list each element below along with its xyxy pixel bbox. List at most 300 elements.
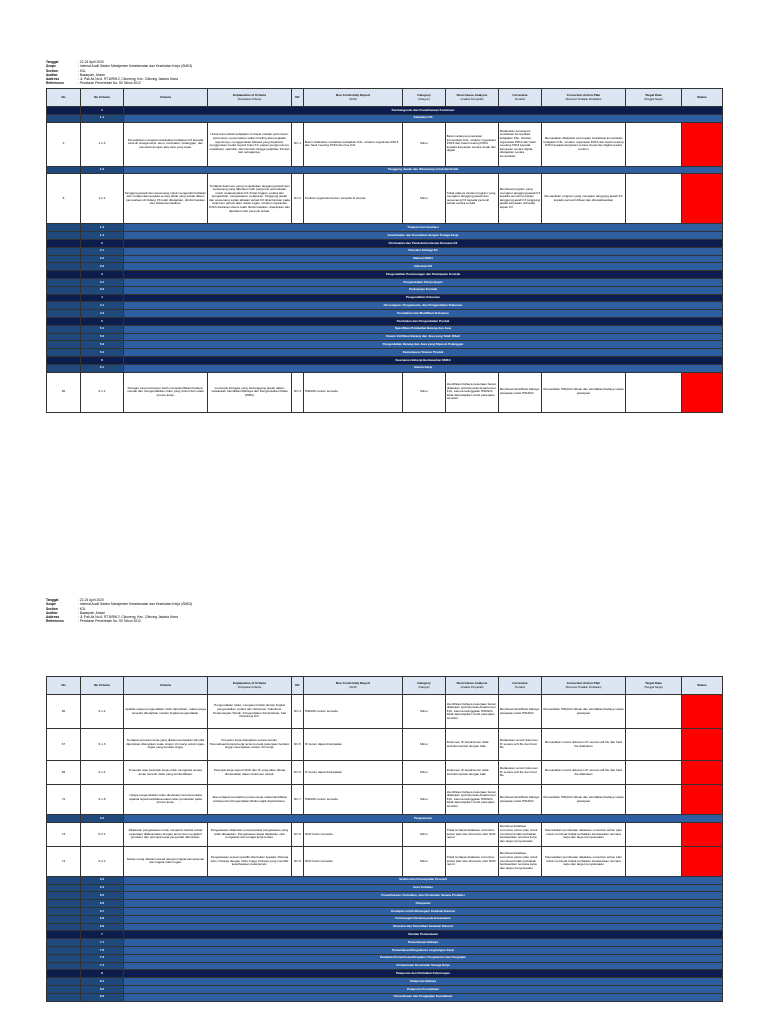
section-title: Standar Pemantauan bbox=[124, 931, 723, 939]
finding-criteria-no: 1.2.1 bbox=[81, 174, 124, 224]
col-header-criteria: Criteria bbox=[124, 677, 208, 695]
section-row bbox=[47, 232, 723, 240]
col-header-status: Status bbox=[682, 677, 723, 695]
finding-row bbox=[47, 761, 723, 785]
finding-criteria-no: 6.1.3 bbox=[81, 729, 124, 761]
section-no bbox=[47, 978, 81, 986]
section-no bbox=[47, 341, 81, 349]
section-row bbox=[47, 302, 723, 310]
section-code: 8 bbox=[81, 970, 124, 978]
finding-explanation: Prosedur kerja ditetapkan secara tertulis. Perusahaan/tempat kerja tertentu pada pekerjaan berisiko tinggi menerapkan sistem izin kerja. bbox=[208, 729, 292, 761]
finding-category: Minor bbox=[403, 174, 446, 224]
section-no bbox=[47, 939, 81, 947]
finding-criteria: Prosedur atau petunjuk kerja untuk mengelola secara aman seluruh risiko yang teridentifikasi. bbox=[124, 761, 208, 785]
status-badge: Open bbox=[682, 122, 723, 166]
finding-corrective: Melakukan record dokumen IK secara soft file dan hard file bbox=[499, 761, 542, 785]
finding-criteria: Petugas yang kompeten telah mengidentifikasi bahaya, menilai dan mengendalikan risiko yang timbul dari suatu proses kerja. bbox=[124, 372, 208, 412]
finding-ncr: Belum dilakukan sosialisasi kebijakan K3L, struktur organisasi P2K3 dan hasil meeting P2K3 dan hse K3L bbox=[304, 122, 403, 166]
section-title: Pengendalian Dokumen bbox=[124, 294, 723, 302]
finding-target-date bbox=[626, 729, 682, 761]
section-row bbox=[47, 247, 723, 255]
section-row bbox=[47, 364, 723, 372]
section-no bbox=[47, 317, 81, 325]
section-title: Pembuatan dan Pendokumentasian Rencana K3 bbox=[124, 239, 723, 247]
status-badge: Open bbox=[682, 785, 723, 815]
section-no bbox=[47, 349, 81, 357]
section-title: Rencana dan Pemulihan Keadaan Darurat bbox=[124, 923, 723, 931]
finding-nc: NC.1 bbox=[292, 122, 304, 166]
status-badge: Open bbox=[682, 372, 723, 412]
section-code: 7.2 bbox=[81, 946, 124, 954]
section-row bbox=[47, 892, 723, 900]
finding-ncr: NCR belum tersedia bbox=[304, 846, 403, 876]
section-no bbox=[47, 302, 81, 310]
finding-criteria: Dilakukan pengawasan untuk menjamin bahwa setiap pekerjaan dilaksanakan dengan aman dan mengikuti prosedur dan petunjuk kerja yang telah ditentukan. bbox=[124, 822, 208, 846]
section-no bbox=[47, 166, 81, 174]
section-row bbox=[47, 900, 723, 908]
section-title: Seleksi dan Penempatan Personil bbox=[124, 876, 723, 884]
section-no bbox=[47, 954, 81, 962]
section-code: 6.9 bbox=[81, 923, 124, 931]
finding-action-plan: Memastikan dilakukan penerapan sosialisasi komunikasi kebijakan K3L, struktur organisasi P2K3 dan hasil meeting P2K3 kepada karyawan secara visual dan digital secara kontinu bbox=[542, 122, 626, 166]
section-title: Pelaporan dan Perbaikan Kekurangan bbox=[124, 970, 723, 978]
col-header-no: No bbox=[47, 89, 81, 107]
meta-label: Auditor bbox=[46, 610, 58, 615]
finding-action-plan: Memastikan HIRADC dibuat dan identifikasi bahaya setiap pekerjaan bbox=[542, 695, 626, 729]
section-no bbox=[47, 364, 81, 372]
section-code: 1.2 bbox=[81, 166, 124, 174]
section-row bbox=[47, 255, 723, 263]
section-no bbox=[47, 962, 81, 970]
finding-criteria: Tanggung jawab dan wewenang untuk mengambil tindakan dan melaporkan kepada semua pihak yang terkait dalam perusahaan di bidang K3 telah ditetapkan, diinformasikan dan didokumentasikan. bbox=[124, 174, 208, 224]
finding-corrective: Membuat identifikasi bahaya pekerjaan pada HIRADC bbox=[499, 695, 542, 729]
finding-action-plan: Memastikan record dokumen IK secara soft file dan hard file dilakukan bbox=[542, 761, 626, 785]
col-header-ncr: Non Conformity Report (NCR) bbox=[304, 89, 403, 107]
finding-criteria: Upaya pengendalian risiko dievaluasi secara berkala apabila terjadi ketidaksesuaian atau perubahan pada proses kerja. bbox=[124, 785, 208, 815]
section-no bbox=[47, 271, 81, 279]
section-row bbox=[47, 993, 723, 1001]
section-title: Kebijakan K3 bbox=[124, 114, 723, 122]
section-no bbox=[47, 239, 81, 247]
finding-row bbox=[47, 174, 723, 224]
finding-category: Minor bbox=[403, 846, 446, 876]
section-no bbox=[47, 255, 81, 263]
finding-no: 3 bbox=[47, 122, 81, 166]
finding-target-date bbox=[626, 174, 682, 224]
section-code: 2.1 bbox=[81, 247, 124, 255]
section-title: Persetujuan, Pengeluaran, dan Pengendalian Dokumen bbox=[124, 302, 723, 310]
section-title: Pemeriksaan Bahaya bbox=[124, 939, 723, 947]
finding-no: 66 bbox=[47, 695, 81, 729]
col-header-explanation: Explanation of Criteria (Penjelasan Kriteria) bbox=[208, 677, 292, 695]
section-code: 7.4 bbox=[81, 962, 124, 970]
finding-explanation: Untuk komunikasi kebijakan ini dapat melalui pertemuan-pertemuan, penempatan safety briefing atau kegiatan sejenisnya, menggunakan bahasa yang dipahami, penggunaan media seperti buku K3, papan pengumuman, sosialisasi, spanduk, dan lain-lain hingga pelatihan K3 dan lain sebagainya. bbox=[208, 122, 292, 166]
section-row bbox=[47, 317, 723, 325]
audit-table-1 bbox=[46, 88, 723, 413]
meta-auditor: : Basarpah, Ahsan bbox=[78, 72, 105, 77]
section-no bbox=[47, 286, 81, 294]
section-title: Pemantauan/Pengukuran Lingkungan Kerja bbox=[124, 946, 723, 954]
meta-label: Section bbox=[46, 68, 58, 73]
finding-action-plan: Memastikan pembuatan database corrective action plan untuk membuat tindak perbaikan berdasarkan rencana kerja dan target penyelesaian bbox=[542, 822, 626, 846]
meta-label: References bbox=[46, 81, 64, 86]
finding-criteria-no: 6.1.2 bbox=[81, 695, 124, 729]
finding-category: Minor bbox=[403, 372, 446, 412]
section-title: Tinjauan dan Evaluasi bbox=[124, 224, 723, 232]
section-row bbox=[47, 294, 723, 302]
report-meta bbox=[46, 60, 192, 86]
section-no bbox=[47, 815, 81, 823]
finding-ncr: Struktur organisasi belum tersedia di tempat bbox=[304, 174, 403, 224]
section-no bbox=[47, 294, 81, 302]
section-code: 1.3 bbox=[81, 224, 124, 232]
status-badge: Open bbox=[682, 695, 723, 729]
section-no bbox=[47, 278, 81, 286]
col-header-nc: NC bbox=[292, 89, 304, 107]
section-code: 1 bbox=[81, 107, 124, 115]
section-row bbox=[47, 815, 723, 823]
section-code: 4.1 bbox=[81, 302, 124, 310]
finding-corrective: Melakukan record dokumen IK secara soft file dan hard file bbox=[499, 729, 542, 761]
section-code: 4 bbox=[81, 294, 124, 302]
finding-ncr: NCR belum tersedia bbox=[304, 822, 403, 846]
section-row bbox=[47, 239, 723, 247]
finding-nc: NC.9 bbox=[292, 846, 304, 876]
col-header-category: Category (Kategori) bbox=[403, 677, 446, 695]
finding-action-plan: Memastikan HIRADC dibuat dan identifikasi bahaya setiap pekerjaan bbox=[542, 785, 626, 815]
meta-label: Tanggal bbox=[46, 598, 59, 602]
section-title: Pengendalian Perancangan bbox=[124, 278, 723, 286]
section-code: 3.2 bbox=[81, 286, 124, 294]
meta-date: : 22-24 April 2020 bbox=[78, 60, 104, 64]
section-row bbox=[47, 946, 723, 954]
finding-explanation: Jika terdapat perubahan proses kerja maka identifikasi bahaya dan Pengendalian Risiko wajib diperbaharui. bbox=[208, 785, 292, 815]
section-row bbox=[47, 333, 723, 341]
finding-category: Minor bbox=[403, 729, 446, 761]
section-no bbox=[47, 907, 81, 915]
finding-corrective: Membuat database corrective action plan untuk membuat tindak perbaikan berdasarkan rencana kerja dan target penyelesaian bbox=[499, 846, 542, 876]
section-code: 6.5 bbox=[81, 892, 124, 900]
meta-label: Section bbox=[46, 606, 58, 611]
section-row bbox=[47, 939, 723, 947]
finding-root-cause: Dokumen IK departemen tidak terdokumentasi dengan baik bbox=[446, 729, 499, 761]
finding-category: Minor bbox=[403, 785, 446, 815]
section-no bbox=[47, 107, 81, 115]
section-row bbox=[47, 356, 723, 364]
finding-corrective: Membuat database corrective action plan untuk membuat tindak perbaikan berdasarkan rencana kerja dan target penyelesaian bbox=[499, 822, 542, 846]
col-header-criteria: Criteria bbox=[124, 89, 208, 107]
meta-reference: : Peraturan Pemerintah No. 50 Tahun 2012 bbox=[78, 619, 141, 624]
finding-action-plan: Memastikan program yang mengatur tanggung jawab K3 kepada personil dibuat dan disosialisasikan bbox=[542, 174, 626, 224]
col-header-criteria-no: No Criteria bbox=[81, 89, 124, 107]
section-title: Tanggung Jawab dan Wewenang untuk Bertindak bbox=[124, 166, 723, 174]
col-header-status: Status bbox=[682, 89, 723, 107]
section-row bbox=[47, 278, 723, 286]
section-no bbox=[47, 876, 81, 884]
finding-root-cause: Identifikasi bahaya pekerjaan belum dilakukan optimal pada departemen K3L, karena ketinggalan HIRADC tidak dipersiapkan untuk pekerjaan tersebut bbox=[446, 695, 499, 729]
finding-corrective: Membuat identifikasi bahaya pekerjaan pada HIRADC bbox=[499, 372, 542, 412]
section-title: Pelaporan Kecelakaan bbox=[124, 985, 723, 993]
section-code: 7.1 bbox=[81, 939, 124, 947]
audit-table-body-2 bbox=[47, 695, 723, 1002]
audit-table-2 bbox=[46, 676, 723, 1002]
section-code: 6.3 bbox=[81, 876, 124, 884]
section-code: 2.3 bbox=[81, 263, 124, 271]
section-code: 5.3 bbox=[81, 341, 124, 349]
finding-criteria: Setiap orang diawasi sesuai dengan tingkat kemampuan dan tingkat risiko tugas. bbox=[124, 846, 208, 876]
section-row bbox=[47, 923, 723, 931]
section-title: Keterlibatan dan Konsultasi dengan Tenaga Kerja bbox=[124, 232, 723, 240]
section-title: Pemeriksaan dan Pengkajian Kecelakaan bbox=[124, 993, 723, 1001]
finding-nc: NC.8 bbox=[292, 822, 304, 846]
col-header-ncr: Non Conformity Report (NCR) bbox=[304, 677, 403, 695]
section-row bbox=[47, 907, 723, 915]
finding-no: 68 bbox=[47, 761, 81, 785]
section-row bbox=[47, 341, 723, 349]
section-row bbox=[47, 271, 723, 279]
finding-category: Minor bbox=[403, 695, 446, 729]
section-code: 5.2 bbox=[81, 333, 124, 341]
section-row bbox=[47, 263, 723, 271]
meta-label: Address bbox=[46, 615, 60, 620]
meta-date: : 22-24 April 2020 bbox=[78, 598, 104, 602]
section-no bbox=[47, 923, 81, 931]
col-header-explanation: Explanation of Criteria (Penjelasan Kriteria) bbox=[208, 89, 292, 107]
section-title: Pertolongan Pertama pada Kecelakaan bbox=[124, 915, 723, 923]
section-row bbox=[47, 985, 723, 993]
status-badge: Open bbox=[682, 822, 723, 846]
section-no bbox=[47, 884, 81, 892]
section-no bbox=[47, 325, 81, 333]
col-header-root-cause: Root Cause Analysis (Analisis Penyebab) bbox=[446, 89, 499, 107]
section-title: Pelaporan Bahaya bbox=[124, 978, 723, 986]
finding-row bbox=[47, 729, 723, 761]
finding-explanation: menunjuk Petugas yang bertanggung jawab dalam melakukan Identifikasi Bahaya dan Pengendalian Risiko (HIRC) bbox=[208, 372, 292, 412]
finding-target-date bbox=[626, 372, 682, 412]
section-no bbox=[47, 931, 81, 939]
section-no bbox=[47, 915, 81, 923]
section-title: Area Terbatas bbox=[124, 884, 723, 892]
section-no bbox=[47, 310, 81, 318]
col-header-corrective: Corrective (Koreksi) bbox=[499, 89, 542, 107]
section-code: 4.2 bbox=[81, 310, 124, 318]
meta-label: Tanggal bbox=[46, 60, 59, 64]
section-code: 5 bbox=[81, 317, 124, 325]
section-no bbox=[47, 333, 81, 341]
finding-action-plan: Memastikan pembuatan database corrective action plan untuk membuat tindak perbaikan berdasarkan rencana kerja dan target penyelesaian bbox=[542, 846, 626, 876]
section-no bbox=[47, 985, 81, 993]
section-code: 3.1 bbox=[81, 278, 124, 286]
finding-corrective: Membuat identifikasi bahaya pekerjaan pada HIRADC bbox=[499, 785, 542, 815]
section-no bbox=[47, 892, 81, 900]
meta-reference: : Peraturan Pemerintah No. 50 Tahun 2012 bbox=[78, 81, 141, 86]
meta-label: Address bbox=[46, 77, 60, 82]
section-code: 1.4 bbox=[81, 232, 124, 240]
section-row bbox=[47, 915, 723, 923]
finding-no: 72 bbox=[47, 785, 81, 815]
col-header-category: Category (Kategori) bbox=[403, 89, 446, 107]
section-title: Manual SMK3 bbox=[124, 255, 723, 263]
finding-row bbox=[47, 372, 723, 412]
meta-label: Scope bbox=[46, 64, 56, 69]
finding-row bbox=[47, 785, 723, 815]
meta-scope: : Internal Audit Sistem Manajemen Keselamatan dan Kesehatan Kerja (SMK3) bbox=[78, 64, 193, 69]
section-no bbox=[47, 247, 81, 255]
finding-criteria-no: 1.1.3 bbox=[81, 122, 124, 166]
status-badge: Open bbox=[682, 846, 723, 876]
finding-explanation: Terdapat dokumen yang menjelaskan tanggung jawab dan wewenang yang diberikan oleh pengurus perusahaan untuk melaksanakan K3 di tiap bagian, antara lain pengarahan, pengawasan, pelaporan. Tanggung jawab dan wewenang setiap jabatan terkait K3 dicantumkan pada dokumen tertulis atau uraian tugas, struktur organisasi P2K3 dan/atau sistem telah diinformasikan, diterapkan dan dipahami oleh personil terkait. bbox=[208, 174, 292, 224]
section-title: Peninjauan Kontrak bbox=[124, 286, 723, 294]
section-title: Pembangunan dan Pemeliharaan Komitmen bbox=[124, 107, 723, 115]
section-no bbox=[47, 263, 81, 271]
section-code: 7.3 bbox=[81, 954, 124, 962]
meta-label: References bbox=[46, 619, 64, 624]
finding-row bbox=[47, 822, 723, 846]
section-code: 6.1 bbox=[81, 364, 124, 372]
section-title: Pemantauan Kesehatan Tenaga Kerja bbox=[124, 962, 723, 970]
section-code: 8.1 bbox=[81, 978, 124, 986]
section-row bbox=[47, 978, 723, 986]
finding-root-cause: Dokumen IK departemen tidak terdokumentasi dengan baik bbox=[446, 761, 499, 785]
finding-criteria: Apabila upaya pengendalian risiko diperlukan, maka upaya tersebut ditetapkan melalui tingkat pengendalian. bbox=[124, 695, 208, 729]
status-badge: Open bbox=[682, 729, 723, 761]
section-row bbox=[47, 224, 723, 232]
finding-corrective: Membuat program yang mengatur tanggung jawab K3 kepada personil program tanggung jawab K3 tanggung jawab karyawan terhadap aspek K3 bbox=[499, 174, 542, 224]
section-no bbox=[47, 114, 81, 122]
finding-ncr: HIRADC belum tersedia bbox=[304, 695, 403, 729]
finding-criteria: Perusahaan mengkomunikasikan kebijakan K3 kepada seluruh tenaga kerja, tamu, kontraktor, pelanggan, dan pemasok dengan tata cara yang tepat. bbox=[124, 122, 208, 166]
section-no bbox=[47, 232, 81, 240]
section-code: 2 bbox=[81, 239, 124, 247]
section-code: 3 bbox=[81, 271, 124, 279]
section-title: Pengendalian Barang dan Jasa yang Dipasok Pelanggan bbox=[124, 341, 723, 349]
section-code: 6.4 bbox=[81, 884, 124, 892]
finding-root-cause: Tidak adanya inisiasi program yang mengatur tanggung jawab dan wewenang K3 kepada personil terkait secara tertulis bbox=[446, 174, 499, 224]
section-code: 6.2 bbox=[81, 815, 124, 823]
finding-category: Minor bbox=[403, 822, 446, 846]
section-row bbox=[47, 107, 723, 115]
section-code: 2.2 bbox=[81, 255, 124, 263]
section-title: Rencana Strategi K3 bbox=[124, 247, 723, 255]
finding-row bbox=[47, 122, 723, 166]
meta-auditor: : Basarpah, Ahsan bbox=[78, 610, 105, 615]
section-title: Pengendalian Perancangan dan Peninjauan Kontrak bbox=[124, 271, 723, 279]
finding-no: 74 bbox=[47, 846, 81, 876]
section-title: Pemeliharaan, Perbaikan, dan Perubahan Sarana Produksi bbox=[124, 892, 723, 900]
finding-no: 8 bbox=[47, 174, 81, 224]
meta-label: Scope bbox=[46, 602, 56, 607]
section-code: 6.7 bbox=[81, 907, 124, 915]
section-no bbox=[47, 970, 81, 978]
finding-nc: NC.5 bbox=[292, 729, 304, 761]
finding-category: Minor bbox=[403, 122, 446, 166]
section-title: Pengawasan bbox=[124, 815, 723, 823]
report-meta bbox=[46, 598, 192, 624]
section-row bbox=[47, 166, 723, 174]
section-title: Pelayanan bbox=[124, 900, 723, 908]
finding-nc: NC.4 bbox=[292, 695, 304, 729]
finding-corrective: Melakukan penerapan sosialisasi komunikasi kebijakan K3L, struktur organisasi P2K3 dan hasil meeting P2K3 kepada karyawan secara digital, ditetapkan secara komunikasi bbox=[499, 122, 542, 166]
section-row bbox=[47, 884, 723, 892]
finding-root-cause: Tidak terdapat database corrective action plan dan dimonitor oleh NCR report bbox=[446, 822, 499, 846]
status-badge: Open bbox=[682, 174, 723, 224]
finding-nc: NC.7 bbox=[292, 785, 304, 815]
finding-explanation: Petunjuk kerja seperti SOP dan IK yang akan dibuat dimasukkan dalam dokumen terkait. bbox=[208, 761, 292, 785]
finding-target-date bbox=[626, 122, 682, 166]
finding-no: 67 bbox=[47, 729, 81, 761]
finding-nc: NC.6 bbox=[292, 761, 304, 785]
section-code: 6.6 bbox=[81, 900, 124, 908]
audit-table-body-1 bbox=[47, 107, 723, 413]
section-row bbox=[47, 931, 723, 939]
section-row bbox=[47, 349, 723, 357]
meta-address: : Jl. Pak Ak No.6, RT.8/RW.2, Cikoneng, Kec. Cilincing Jakarta Utara bbox=[78, 615, 178, 620]
finding-criteria-no: 6.2.1 bbox=[81, 822, 124, 846]
section-title: Keamanan Bekerja Berdasarkan SMK3 bbox=[124, 356, 723, 364]
section-row bbox=[47, 114, 723, 122]
section-code: 8.3 bbox=[81, 993, 124, 1001]
section-no bbox=[47, 900, 81, 908]
finding-target-date bbox=[626, 822, 682, 846]
col-header-action-plan: Correction Action Plan (Rencana Tindakan Perbaikan) bbox=[542, 677, 626, 695]
finding-criteria-no: 6.1.8 bbox=[81, 785, 124, 815]
finding-explanation: Pengawasan sesuai spesifik ditentukan kepada: Pekerja baru, Pekerja dengan risiko tinggi, Pekerja yang memiliki keterbatasan pekerja lain. bbox=[208, 846, 292, 876]
section-title: Peralatan Pemeriksaan/Inspeksi, Pengukuran dan Pengujian bbox=[124, 954, 723, 962]
finding-root-cause: Tidak terdapat database corrective action plan dan dimonitor oleh NCR report bbox=[446, 846, 499, 876]
col-header-corrective: Corrective (Koreksi) bbox=[499, 677, 542, 695]
meta-label: Auditor bbox=[46, 72, 58, 77]
finding-root-cause: Belum adanya penerapan komunikasi K3L, struktur organisasi P2K3 dan hasil meeting P2K3 kepada karyawan secara visual dan digital bbox=[446, 122, 499, 166]
section-code: 5.4 bbox=[81, 349, 124, 357]
section-row bbox=[47, 286, 723, 294]
col-header-no: No bbox=[47, 677, 81, 695]
section-row bbox=[47, 970, 723, 978]
status-badge: Open bbox=[682, 761, 723, 785]
section-title: Kesiapan untuk Menangani Keadaan Darurat bbox=[124, 907, 723, 915]
section-title: Spesifikasi Pembelian Barang dan Jasa bbox=[124, 325, 723, 333]
section-no bbox=[47, 356, 81, 364]
finding-ncr: IK belum dapat ditunjukkan bbox=[304, 729, 403, 761]
section-no bbox=[47, 946, 81, 954]
section-title: Sistem Kerja bbox=[124, 364, 723, 372]
section-title: Perubahan dan Modifikasi Dokumen bbox=[124, 310, 723, 318]
finding-nc: NC.2 bbox=[292, 174, 304, 224]
col-header-nc: NC bbox=[292, 677, 304, 695]
section-title: Kemampuan Telusur Produk bbox=[124, 349, 723, 357]
section-code: 6.8 bbox=[81, 915, 124, 923]
meta-address: : Jl. Pak Ak No.6, RT.8/RW.2, Cikoneng, Kec. Cilincing Jakarta Utara bbox=[78, 77, 178, 82]
col-header-criteria-no: No Criteria bbox=[81, 677, 124, 695]
section-code: 6 bbox=[81, 356, 124, 364]
col-header-target-date: Target Date (Tanggal Target) bbox=[626, 677, 682, 695]
section-code: 7 bbox=[81, 931, 124, 939]
section-code: 8.2 bbox=[81, 985, 124, 993]
col-header-root-cause: Root Cause Analysis (Analisis Penyebab) bbox=[446, 677, 499, 695]
section-row bbox=[47, 310, 723, 318]
section-code: 5.1 bbox=[81, 325, 124, 333]
finding-target-date bbox=[626, 785, 682, 815]
finding-target-date bbox=[626, 846, 682, 876]
col-header-action-plan: Correction Action Plan (Rencana Tindakan Perbaikan) bbox=[542, 89, 626, 107]
finding-no: 66 bbox=[47, 372, 81, 412]
section-title: Sistem Verifikasi Barang dan Jasa yang Telah Dibeli bbox=[124, 333, 723, 341]
finding-criteria: Terdapat prosedur kerja yang didokumentasikan dan jika diperlukan diterapkan suatu sistem izin kerja untuk tugas-tugas yang berisiko tinggi. bbox=[124, 729, 208, 761]
finding-nc: NC.3 bbox=[292, 372, 304, 412]
finding-criteria-no: 6.1.1 bbox=[81, 372, 124, 412]
finding-row bbox=[47, 695, 723, 729]
finding-target-date bbox=[626, 761, 682, 785]
finding-explanation: Pengawasan dilakukan sesuai jadwal pengawasan yang telah ditetapkan. Pengawasan dapat dilakukan oleh pengawas dan tenaga kerja terkait. bbox=[208, 822, 292, 846]
